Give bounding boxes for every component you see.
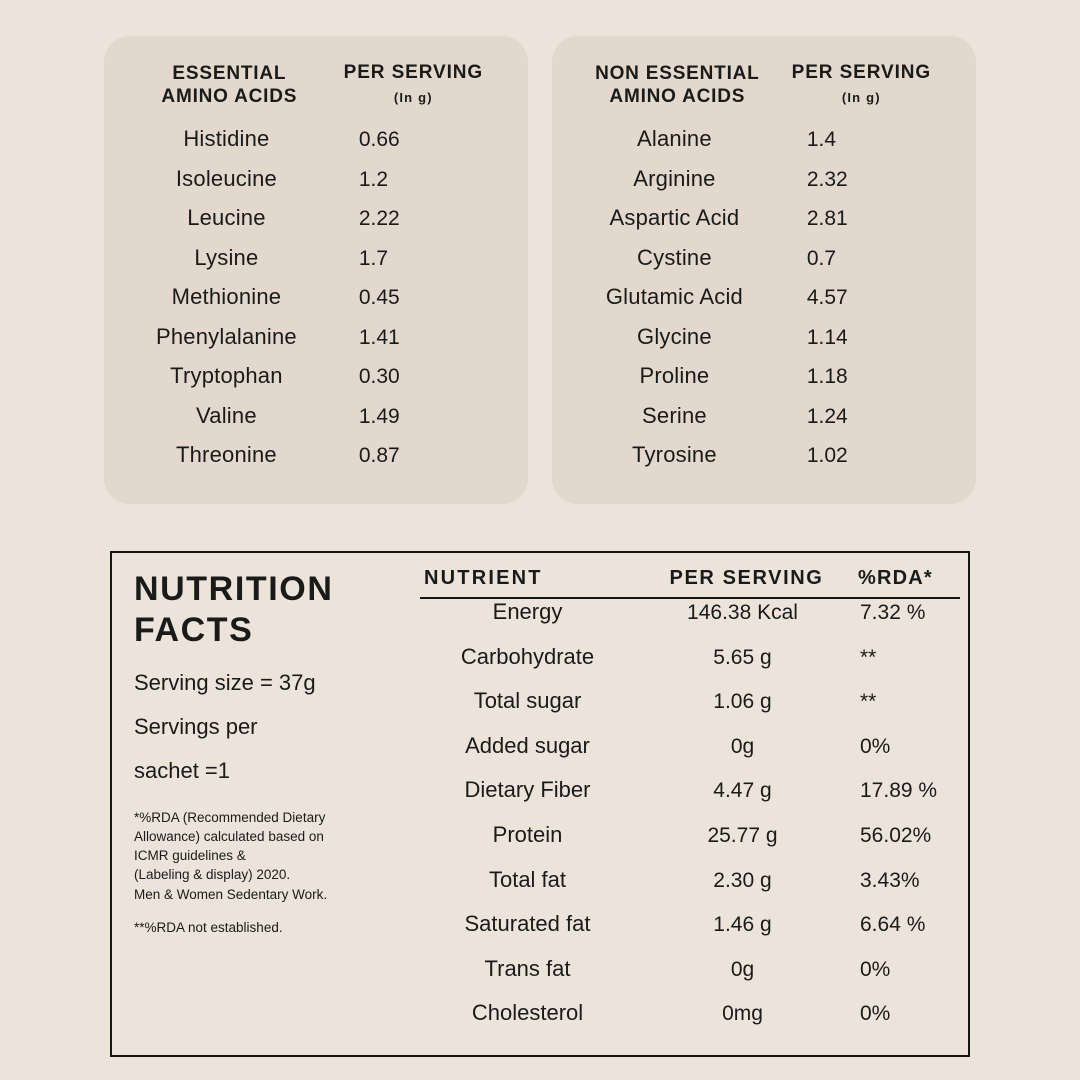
column-header-rda: %RDA* xyxy=(858,567,933,589)
list-item xyxy=(124,166,508,206)
amino-acid-name: Serine xyxy=(642,402,707,428)
list-item xyxy=(572,126,956,166)
nutrient-rda: 0% xyxy=(860,734,891,758)
amino-acid-value: 0.7 xyxy=(806,246,837,270)
amino-acid-name: Alanine xyxy=(637,126,712,152)
nutrient-rda: 7.32 % xyxy=(860,601,926,624)
nutrient-rda: 56.02% xyxy=(860,823,932,847)
non-essential-card-header xyxy=(572,62,956,108)
servings-per-line1: Servings per xyxy=(134,713,258,739)
footnotes xyxy=(134,808,402,937)
serving-size-text: Serving size = 37g xyxy=(134,669,316,695)
nutrient-name: Protein xyxy=(492,821,563,847)
list-item xyxy=(572,442,956,482)
amino-acid-name: Tyrosine xyxy=(632,442,717,468)
amino-acid-name: Threonine xyxy=(175,442,277,468)
nutrient-value: 0g xyxy=(730,734,755,758)
list-item xyxy=(124,245,508,285)
amino-acid-name: Valine xyxy=(196,402,257,428)
amino-acid-name: Proline xyxy=(639,363,710,389)
amino-acid-value: 1.2 xyxy=(358,167,389,191)
table-row xyxy=(420,777,960,822)
amino-acid-name: Glutamic Acid xyxy=(605,284,743,310)
amino-acid-value: 1.14 xyxy=(806,325,848,349)
amino-acid-name: Glycine xyxy=(637,323,712,349)
non-essential-card-title-line2: AMINO ACIDS xyxy=(609,86,746,108)
list-item xyxy=(572,245,956,285)
amino-acid-name: Methionine xyxy=(171,284,282,310)
rda-note-line5: Men & Women Sedentary Work. xyxy=(134,886,328,902)
page-title xyxy=(134,569,402,652)
nutrient-rda: ** xyxy=(860,690,877,714)
non-essential-card-per-serving-header xyxy=(773,62,950,105)
list-item xyxy=(572,205,956,245)
amino-acid-value: 0.45 xyxy=(358,286,400,310)
list-item xyxy=(572,166,956,206)
amino-acid-value: 1.49 xyxy=(358,404,400,428)
nutrient-value: 1.46 g xyxy=(713,913,772,937)
column-header-nutrient: NUTRIENT xyxy=(424,567,543,589)
serving-info xyxy=(134,669,402,783)
nutrient-value: 25.77 g xyxy=(707,823,778,847)
amino-acid-name: Isoleucine xyxy=(175,165,277,191)
amino-acid-name: Phenylalanine xyxy=(156,323,297,349)
nutrient-name: Saturated fat xyxy=(464,911,591,937)
list-item xyxy=(124,363,508,403)
non-essential-amino-acids-card xyxy=(552,36,976,504)
rda-note-line3: ICMR guidelines & xyxy=(134,848,246,864)
nutrient-name: Added sugar xyxy=(465,732,590,758)
amino-acid-name: Aspartic Acid xyxy=(609,205,740,231)
amino-acid-value: 2.22 xyxy=(358,207,400,231)
nutrient-rda: 3.43% xyxy=(860,868,920,892)
table-row xyxy=(420,599,960,644)
nutrient-name: Total sugar xyxy=(473,688,582,714)
column-header-per-serving: PER SERVING xyxy=(669,567,824,589)
essential-amino-acids-card xyxy=(104,36,528,504)
list-item xyxy=(124,205,508,245)
list-item xyxy=(572,284,956,324)
essential-card-title xyxy=(134,62,325,108)
rda-note-line4: (Labeling & display) 2020. xyxy=(134,867,291,883)
nutrition-facts-table xyxy=(412,553,968,1055)
nutrient-rda: 17.89 % xyxy=(860,779,938,803)
amino-acid-value: 2.32 xyxy=(806,167,848,191)
nutrient-value: 1.06 g xyxy=(713,690,772,714)
non-essential-card-title xyxy=(582,62,773,108)
non-essential-per-serving-label: PER SERVING xyxy=(791,62,932,83)
rda-not-established-note: **%RDA not established. xyxy=(134,919,283,935)
nutrient-name: Carbohydrate xyxy=(460,643,595,669)
nutrient-name: Trans fat xyxy=(484,955,571,981)
amino-acid-value: 0.30 xyxy=(358,365,400,389)
rda-note-line1: *%RDA (Recommended Dietary xyxy=(134,809,326,825)
list-item xyxy=(572,403,956,443)
essential-amino-acid-list xyxy=(124,126,508,482)
non-essential-card-title-line1: NON ESSENTIAL xyxy=(595,63,760,84)
table-row xyxy=(420,688,960,733)
servings-per-line2: sachet =1 xyxy=(134,757,231,783)
list-item xyxy=(572,363,956,403)
nutrition-facts-title-line1: NUTRITION xyxy=(134,570,334,608)
amino-acid-name: Lysine xyxy=(194,244,259,270)
list-item xyxy=(124,284,508,324)
nutrition-facts-title-line2: FACTS xyxy=(134,611,254,650)
rda-note-line2: Allowance) calculated based on xyxy=(134,829,324,845)
essential-card-title-line1: ESSENTIAL xyxy=(172,63,287,84)
amino-acid-value: 4.57 xyxy=(806,286,848,310)
nutrient-rda: ** xyxy=(860,645,877,669)
nutrient-value: 4.47 g xyxy=(713,779,772,803)
nutrient-value: 0mg xyxy=(722,1002,763,1026)
table-row xyxy=(420,644,960,689)
table-row xyxy=(420,911,960,956)
list-item xyxy=(124,324,508,364)
nutrient-name: Total fat xyxy=(488,866,567,892)
essential-card-per-serving-header xyxy=(325,62,502,105)
nutrient-rda: 6.64 % xyxy=(860,913,926,937)
essential-card-title-line2: AMINO ACIDS xyxy=(161,86,298,108)
list-item xyxy=(124,442,508,482)
nutrient-rda: 0% xyxy=(860,957,891,981)
amino-acid-value: 0.87 xyxy=(358,444,400,468)
amino-acid-name: Arginine xyxy=(633,165,716,191)
non-essential-unit-label: (In g) xyxy=(841,89,881,105)
essential-unit-label: (In g) xyxy=(393,89,433,105)
essential-card-header xyxy=(124,62,508,108)
amino-acid-name: Cystine xyxy=(637,244,712,270)
amino-acid-value: 2.81 xyxy=(806,207,848,231)
amino-acid-name: Tryptophan xyxy=(170,363,283,389)
nutrient-value: 0g xyxy=(730,957,755,981)
list-item xyxy=(124,126,508,166)
table-row xyxy=(420,1000,960,1045)
nutrient-name: Energy xyxy=(492,599,563,624)
nutrient-value: 5.65 g xyxy=(713,645,772,669)
table-row xyxy=(420,822,960,867)
nutrient-name: Dietary Fiber xyxy=(464,777,591,803)
amino-acid-value: 1.02 xyxy=(806,444,848,468)
nutrient-value: 2.30 g xyxy=(713,868,772,892)
table-header-row xyxy=(420,567,960,599)
amino-acid-name: Histidine xyxy=(183,126,270,152)
amino-acid-name: Leucine xyxy=(187,205,266,231)
amino-acid-value: 1.7 xyxy=(358,246,389,270)
essential-per-serving-label: PER SERVING xyxy=(343,62,484,83)
nutrition-facts-left-column xyxy=(112,553,412,1055)
list-item xyxy=(572,324,956,364)
nutrition-facts-panel xyxy=(110,551,970,1057)
nutrient-rda: 0% xyxy=(860,1002,891,1026)
nutrient-value: 146.38 Kcal xyxy=(687,601,798,624)
amino-acid-value: 0.66 xyxy=(358,128,400,152)
amino-acid-value: 1.41 xyxy=(358,325,400,349)
amino-acid-value: 1.18 xyxy=(806,365,848,389)
amino-acid-value: 1.24 xyxy=(806,404,848,428)
table-row xyxy=(420,956,960,1001)
amino-acids-section xyxy=(104,36,976,504)
nutrient-name: Cholesterol xyxy=(471,1000,584,1026)
table-row xyxy=(420,867,960,912)
list-item xyxy=(124,403,508,443)
amino-acid-value: 1.4 xyxy=(806,128,837,152)
non-essential-amino-acid-list xyxy=(572,126,956,482)
table-row xyxy=(420,733,960,778)
